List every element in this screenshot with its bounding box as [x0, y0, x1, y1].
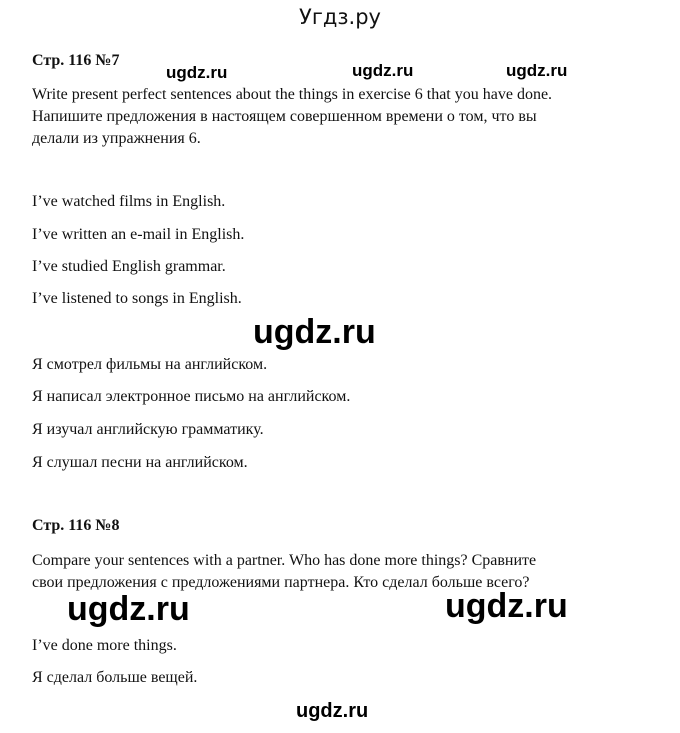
watermark: ugdz.ru [445, 587, 568, 625]
footer-watermark: ugdz.ru [296, 700, 369, 722]
task8-instruction-line-1: Compare your sentences with a partner. Who has done more things? Сравните [32, 552, 537, 569]
russian-answer-1: Я смотрел фильмы на английском. [32, 356, 268, 373]
english-answer-4: I’ve listened to songs in English. [32, 290, 242, 307]
site-title: Угдз.ру [299, 5, 381, 29]
russian-answer-3: Я изучал английскую грамматику. [32, 421, 264, 438]
russian-answer-2: Я написал электронное письмо на английском. [32, 388, 351, 405]
english-answer-1: I’ve watched films in English. [32, 193, 226, 210]
task8-russian-answer: Я сделал больше вещей. [32, 669, 198, 686]
task7-heading: Стр. 116 №7 [32, 52, 120, 69]
task7-instruction-line-1: Write present perfect sentences about the things in exercise 6 that you have done. [32, 86, 553, 103]
english-answer-2: I’ve written an e-mail in English. [32, 226, 245, 243]
english-answer-3: I’ve studied English grammar. [32, 258, 226, 275]
watermark: ugdz.ru [253, 313, 376, 351]
russian-answer-4: Я слушал песни на английском. [32, 454, 248, 471]
watermark: ugdz.ru [166, 63, 228, 82]
watermark: ugdz.ru [506, 61, 568, 80]
watermark: ugdz.ru [67, 590, 190, 628]
task8-instruction-line-2: свои предложения с предложениями партнера. Кто сделал больше всего? [32, 574, 530, 591]
task7-instruction-line-2: Напишите предложения в настоящем совершенном времени о том, что вы [32, 108, 537, 125]
task7-instruction-line-3: делали из упражнения 6. [32, 130, 201, 147]
task8-heading: Стр. 116 №8 [32, 517, 120, 534]
watermark: ugdz.ru [352, 61, 414, 80]
task8-english-answer: I’ve done more things. [32, 637, 177, 654]
